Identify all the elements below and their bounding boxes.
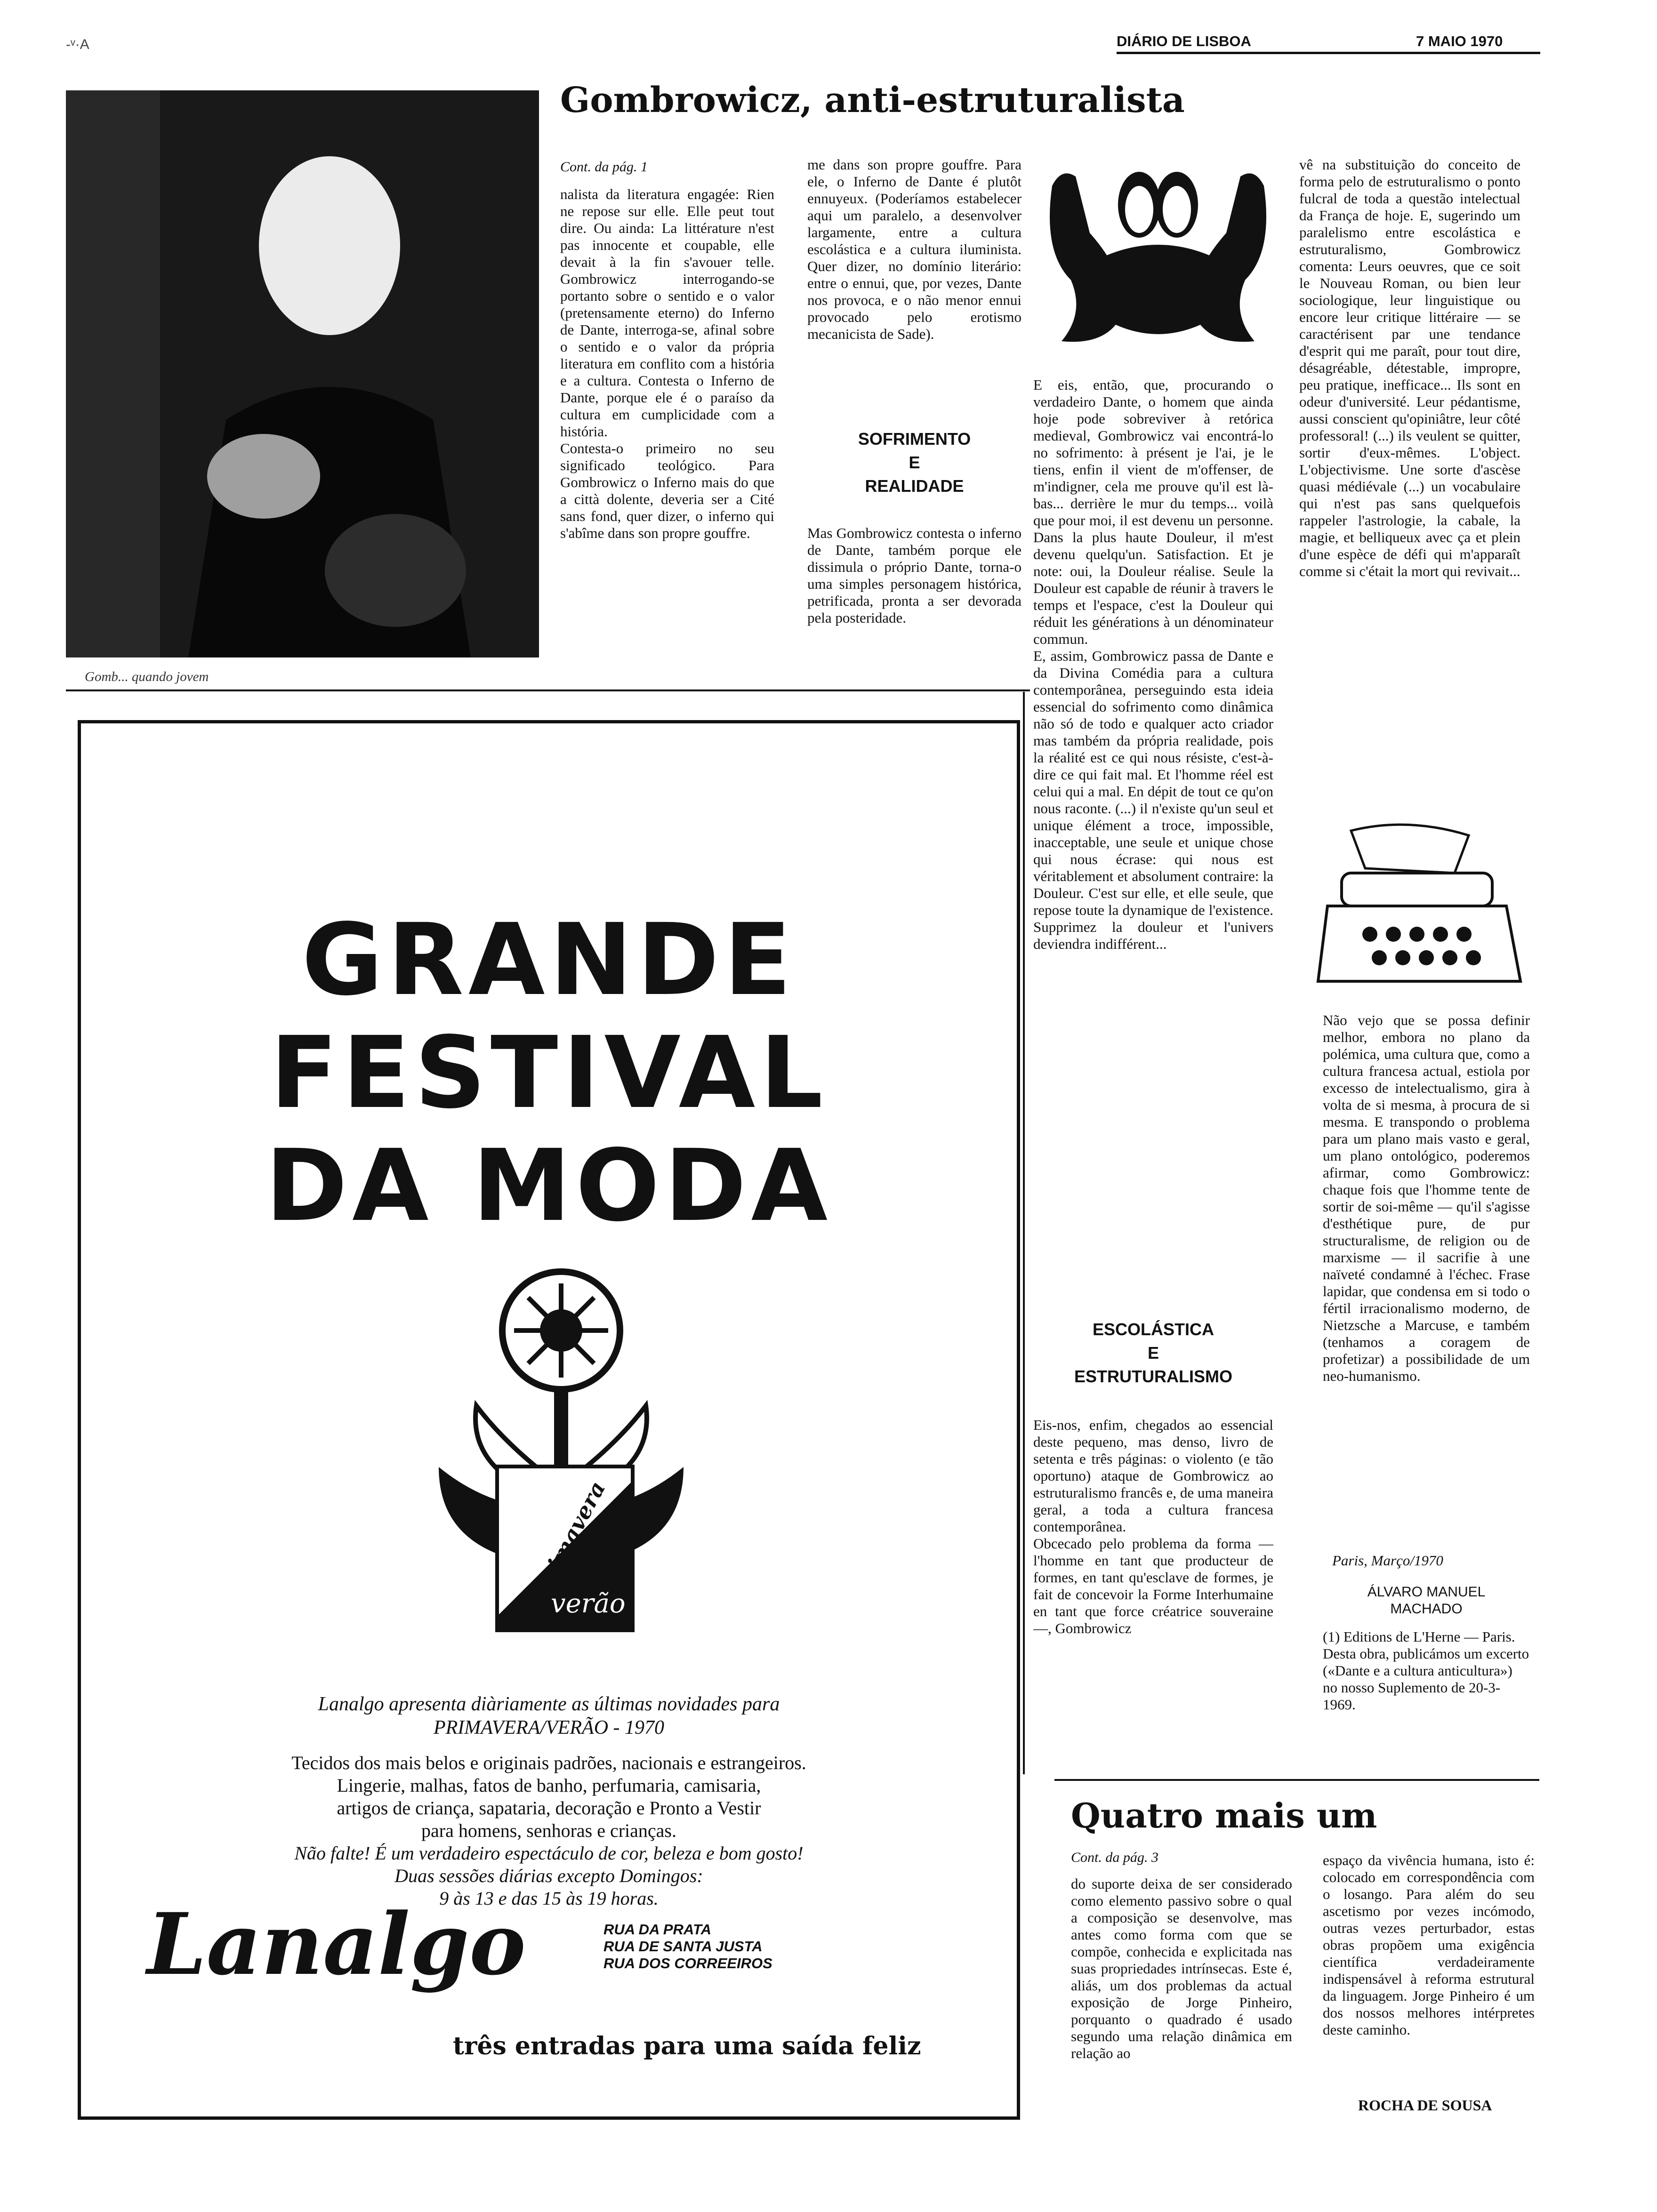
advert-brand-logo: Lanalgo bbox=[147, 1895, 526, 1994]
article1-cont: Cont. da pág. 1 bbox=[560, 159, 648, 175]
advert-body1: Tecidos dos mais belos e originais padrões, nacionais e estrangeiros. bbox=[291, 1752, 806, 1773]
advert-body6: Duas sessões diárias excepto Domingos: bbox=[394, 1865, 703, 1886]
advert-body3: artigos de criança, sapataria, decoração e Pronto a Vestir bbox=[337, 1797, 761, 1819]
article1-author-line2: MACHADO bbox=[1390, 1601, 1463, 1617]
article2-column1: do suporte deixa de ser considerado como elemento passivo sobre o qual a composição se desenvolve, mas antes como forma com que se compõe, conhecida e explicitada nas suas propriedades intrínsecas. Este é, aliás, um dos problemas da actual exposição de Jorge Pinheiro, porquanto o quadrado é usado segundo uma relação dinâmica em relação ao bbox=[1071, 1875, 1292, 2061]
article1-column2: me dans son propre gouffre. Para ele, o Inferno de Dante é plutôt ennuyeux. (Poderíamos estabelecer aqui um paralelo, a desenvolver largamente, entre a cultura escolástica e a cultura iluminista. Quer dizer, no domínio literário: entre o ennui, que, por vezes, Dante nos provoca, e o não menor ennui provocado pelo erotismo mecanicista de Sade). bbox=[807, 156, 1022, 342]
subhead-escolastica-line2: E bbox=[1147, 1343, 1159, 1362]
advert-addresses bbox=[603, 1921, 772, 1972]
advert-line1: GRANDE bbox=[301, 902, 796, 1018]
advert-tagline2: PRIMAVERA/VERÃO - 1970 bbox=[433, 1717, 665, 1739]
header-rule bbox=[1117, 52, 1540, 54]
advert-body bbox=[81, 1752, 1017, 1910]
newspaper-name: DIÁRIO DE LISBOA bbox=[1117, 33, 1251, 49]
article1-author-line1: ÁLVARO MANUEL bbox=[1367, 1584, 1486, 1600]
advert-season-word2: verão bbox=[551, 1588, 626, 1619]
advert-body5: Não falte! É um verdadeiro espectáculo de cor, beleza e bom gosto! bbox=[294, 1843, 804, 1864]
advert-body4: para homens, senhoras e crianças. bbox=[421, 1820, 676, 1841]
article1-column3: E eis, então, que, procurando o verdadeiro Dante, o homem que ainda hoje pode sobreviver à retórica medieval, Gombrowicz vai encontrá-lo no sofrimento: à présent je l'ai, je le tiens, enfin il vient de m'offenser, de m'indigner, cela me prouve qu'il est là-bas... derrière le mur du temps... voilà que pour moi, il est devenu un personne. Dans la plus haute Douleur, il m'est devenu quelqu'un. Satisfaction. Et je note: oui, la Douleur réalise. Seule la Douleur est capable de réunir à travers le temps et l'espace, c'est la Douleur qui réduit les générations à un dénominateur commun. E, assim, Gombrowicz passa de Dante e da Divina Comédia para a cultura contemporânea, perseguindo esta ideia essencial do sofrimento como dinâmica não só de todo e qualquer acto criador mas também da própria realidade, pois la réalité est ce qui nous résiste, c'est-à-dire ce qui fait mal. Et l'homme réel est celui qui a mal. En dépit de tout ce qu'on nous raconte. (...) il n'existe qu'un seul et unique élément a troce, impossible, inacceptable, une seule et unique chose qui nous écrase: qui nous est véritablement et absolument contraire: la Douleur. C'est sur elle, et elle seule, que repose toute la dynamique de l'existence. Supprimez la douleur et l'univers deviendra indifférent... bbox=[1033, 377, 1273, 952]
advert-season-box bbox=[495, 1465, 635, 1632]
article2-column2: espaço da vivência humana, isto é: colocado em correspondência com o losango. Para além do seu ascetismo por vezes incómodo, outras vezes perturbador, estas obras propõem uma exigência científica verdadeiramente indispensável à reforma estrutural da linguagem. Jorge Pinheiro é um dos nossos melhores intérpretes deste caminho. bbox=[1323, 1852, 1535, 2038]
article1-column3b: Eis-nos, enfim, chegados ao essencial deste pequeno, mas denso, livro de setenta e três páginas: o violento (e tão oportuno) ataque de Gombrowicz ao estruturalismo francês e, de uma maneira geral, a toda a cultura francesa contemporânea. Obcecado pelo problema da forma — l'homme en tant que producteur de formes, en tant qu'esclave de formes, je fait de concevoir la Forme Interhumaine en tant que force créatrice souveraine —, Gombrowicz bbox=[1033, 1417, 1273, 1636]
article1-column2b: Mas Gombrowicz contesta o inferno de Dante, também porque ele dissimula o próprio Dante, torna-o uma simples personagem histórica, petrificada, pronta a ser devorada pela posteridade. bbox=[807, 525, 1022, 626]
advert-tagline1: Lanalgo apresenta diàriamente as últimas novidades para bbox=[318, 1693, 780, 1715]
article2-cont: Cont. da pág. 3 bbox=[1071, 1850, 1158, 1865]
subhead-escolastica-line3: ESTRUTURALISMO bbox=[1074, 1367, 1232, 1386]
article2-author: ROCHA DE SOUSA bbox=[1358, 2097, 1492, 2114]
article1-column4b: Não vejo que se possa definir melhor, embora no plano da polémica, uma cultura que, como a cultura francesa actual, estiola por excesso de intelectualismo, gira à volta de si mesma, à procura de si mesma. E transpondo o problema para um plano mais vasto e geral, um plano ontológico, poderemos afirmar, como Gombrowicz: chaque fois que l'homme tente de sortir de soi-même — qu'il s'agisse d'esthétique pure, de pur structuralisme, de religion ou de marxisme — il sacrifie à une naïveté condamné à l'échec. Frase lapidar, que condensa em si todo o fértil irracionalismo moderno, de Nietzsche a Marcuse, e também (tenhamos a coragem de profetizar) a possibilidade de um neo-humanismo. bbox=[1323, 1012, 1530, 1384]
article1-column1: nalista da literatura engagée: Rien ne repose sur elle. Elle peut tout dire. Ou ainda: La littérature n'est pas innocente et coupable, elle devait à la fin s'avouer telle. Gombrowicz interrogando-se portanto sobre o sentido e o valor (pretensamente eterno) do Inferno de Dante, interroga-se, afinal sobre o sentido e o valor da própria literatura em conflito com a história e a cultura. Contesta o Inferno de Dante, porque ele é o paraíso da cultura em cumplicidade com a história. Contesta-o primeiro no seu significado teológico. Para Gombrowicz o Inferno mais do que a città dolente, deveria ser a Cité sans fond, quer dizer, o inferno qui s'abîme dans son propre gouffre. bbox=[560, 186, 774, 541]
article1-footnote: (1) Editions de L'Herne — Paris. Desta obra, publicámos um excerto («Dante e a cultura anticultura») no nosso Suplemento de 20-3-1969. bbox=[1323, 1628, 1529, 1713]
subhead-escolastica bbox=[1033, 1318, 1273, 1388]
advert-season-word1: primavera bbox=[530, 1477, 611, 1598]
article1-title: Gombrowicz, anti-estruturalista bbox=[560, 80, 1185, 120]
divider-vertical-right bbox=[1023, 692, 1025, 1774]
advert-addr1: RUA DA PRATA bbox=[603, 1921, 712, 1938]
advert-slogan: três entradas para uma saída feliz bbox=[453, 2032, 921, 2060]
photo-caption: Gomb... quando jovem bbox=[85, 669, 209, 684]
article2-title: Quatro mais um bbox=[1071, 1795, 1377, 1835]
article1-author bbox=[1323, 1584, 1530, 1618]
illustration-typewriter bbox=[1313, 812, 1525, 1000]
advert-box bbox=[78, 720, 1020, 2120]
gombrowicz-photo bbox=[66, 90, 539, 657]
advert-addr2: RUA DE SANTA JUSTA bbox=[603, 1938, 763, 1955]
subhead-sofrimento-line1: SOFRIMENTO bbox=[858, 429, 971, 449]
advert-line3: DA MODA bbox=[265, 1128, 833, 1243]
illustration-faces bbox=[1033, 158, 1283, 355]
subhead-sofrimento bbox=[807, 427, 1022, 498]
article1-column4: vê na substituição do conceito de forma pelo de estruturalismo o ponto fulcral de toda a questão intelectual da França de hoje. E, sugerindo um paralelismo entre escolástica e estruturalismo, Gombrowicz comenta: Leurs oeuvres, que ce soit le Nouveau Roman, ou bien leur sociologique, leur linguistique ou encore leur critique littéraire — se caractérisent par une tendance d'esprit qui me paraît, pour tout dire, désagréable, détestable, impropre, peu pratique, inefficace... Ils sont en odeur d'université. Leur pédantisme, aussi conscient qu'opiniâtre, leur côté professoral! (...) ils veulent se quitter, sortir d'eux-mêmes. L'object. L'objectivisme. Une sorte d'ascèse quasi médiévale (...) un vocabulaire qui n'est pas sans quelquefois rappeler l'astrologie, la cabale, la magie, et belliqueux avec ça et plein d'une espèce de défi qui m'apparaît comme si c'était la mort qui revivait... bbox=[1299, 156, 1520, 579]
divider-horizontal-top bbox=[66, 689, 1030, 691]
header-left-mark: -ᵛ·A bbox=[66, 37, 89, 52]
subhead-escolastica-line1: ESCOLÁSTICA bbox=[1092, 1320, 1214, 1339]
article1-dateline: Paris, Março/1970 bbox=[1332, 1552, 1443, 1569]
advert-line2: FESTIVAL bbox=[270, 1015, 828, 1130]
divider-article2-top bbox=[1054, 1779, 1539, 1781]
advert-addr3: RUA DOS CORREEIROS bbox=[603, 1955, 772, 1972]
subhead-sofrimento-line3: REALIDADE bbox=[865, 476, 964, 496]
issue-date: 7 MAIO 1970 bbox=[1416, 33, 1503, 49]
advert-body2: Lingerie, malhas, fatos de banho, perfumaria, camisaria, bbox=[337, 1775, 761, 1796]
photo-figure-shape bbox=[66, 90, 539, 657]
subhead-sofrimento-line2: E bbox=[909, 453, 920, 472]
advert-body7: 9 às 13 e das 15 às 19 horas. bbox=[439, 1888, 659, 1909]
